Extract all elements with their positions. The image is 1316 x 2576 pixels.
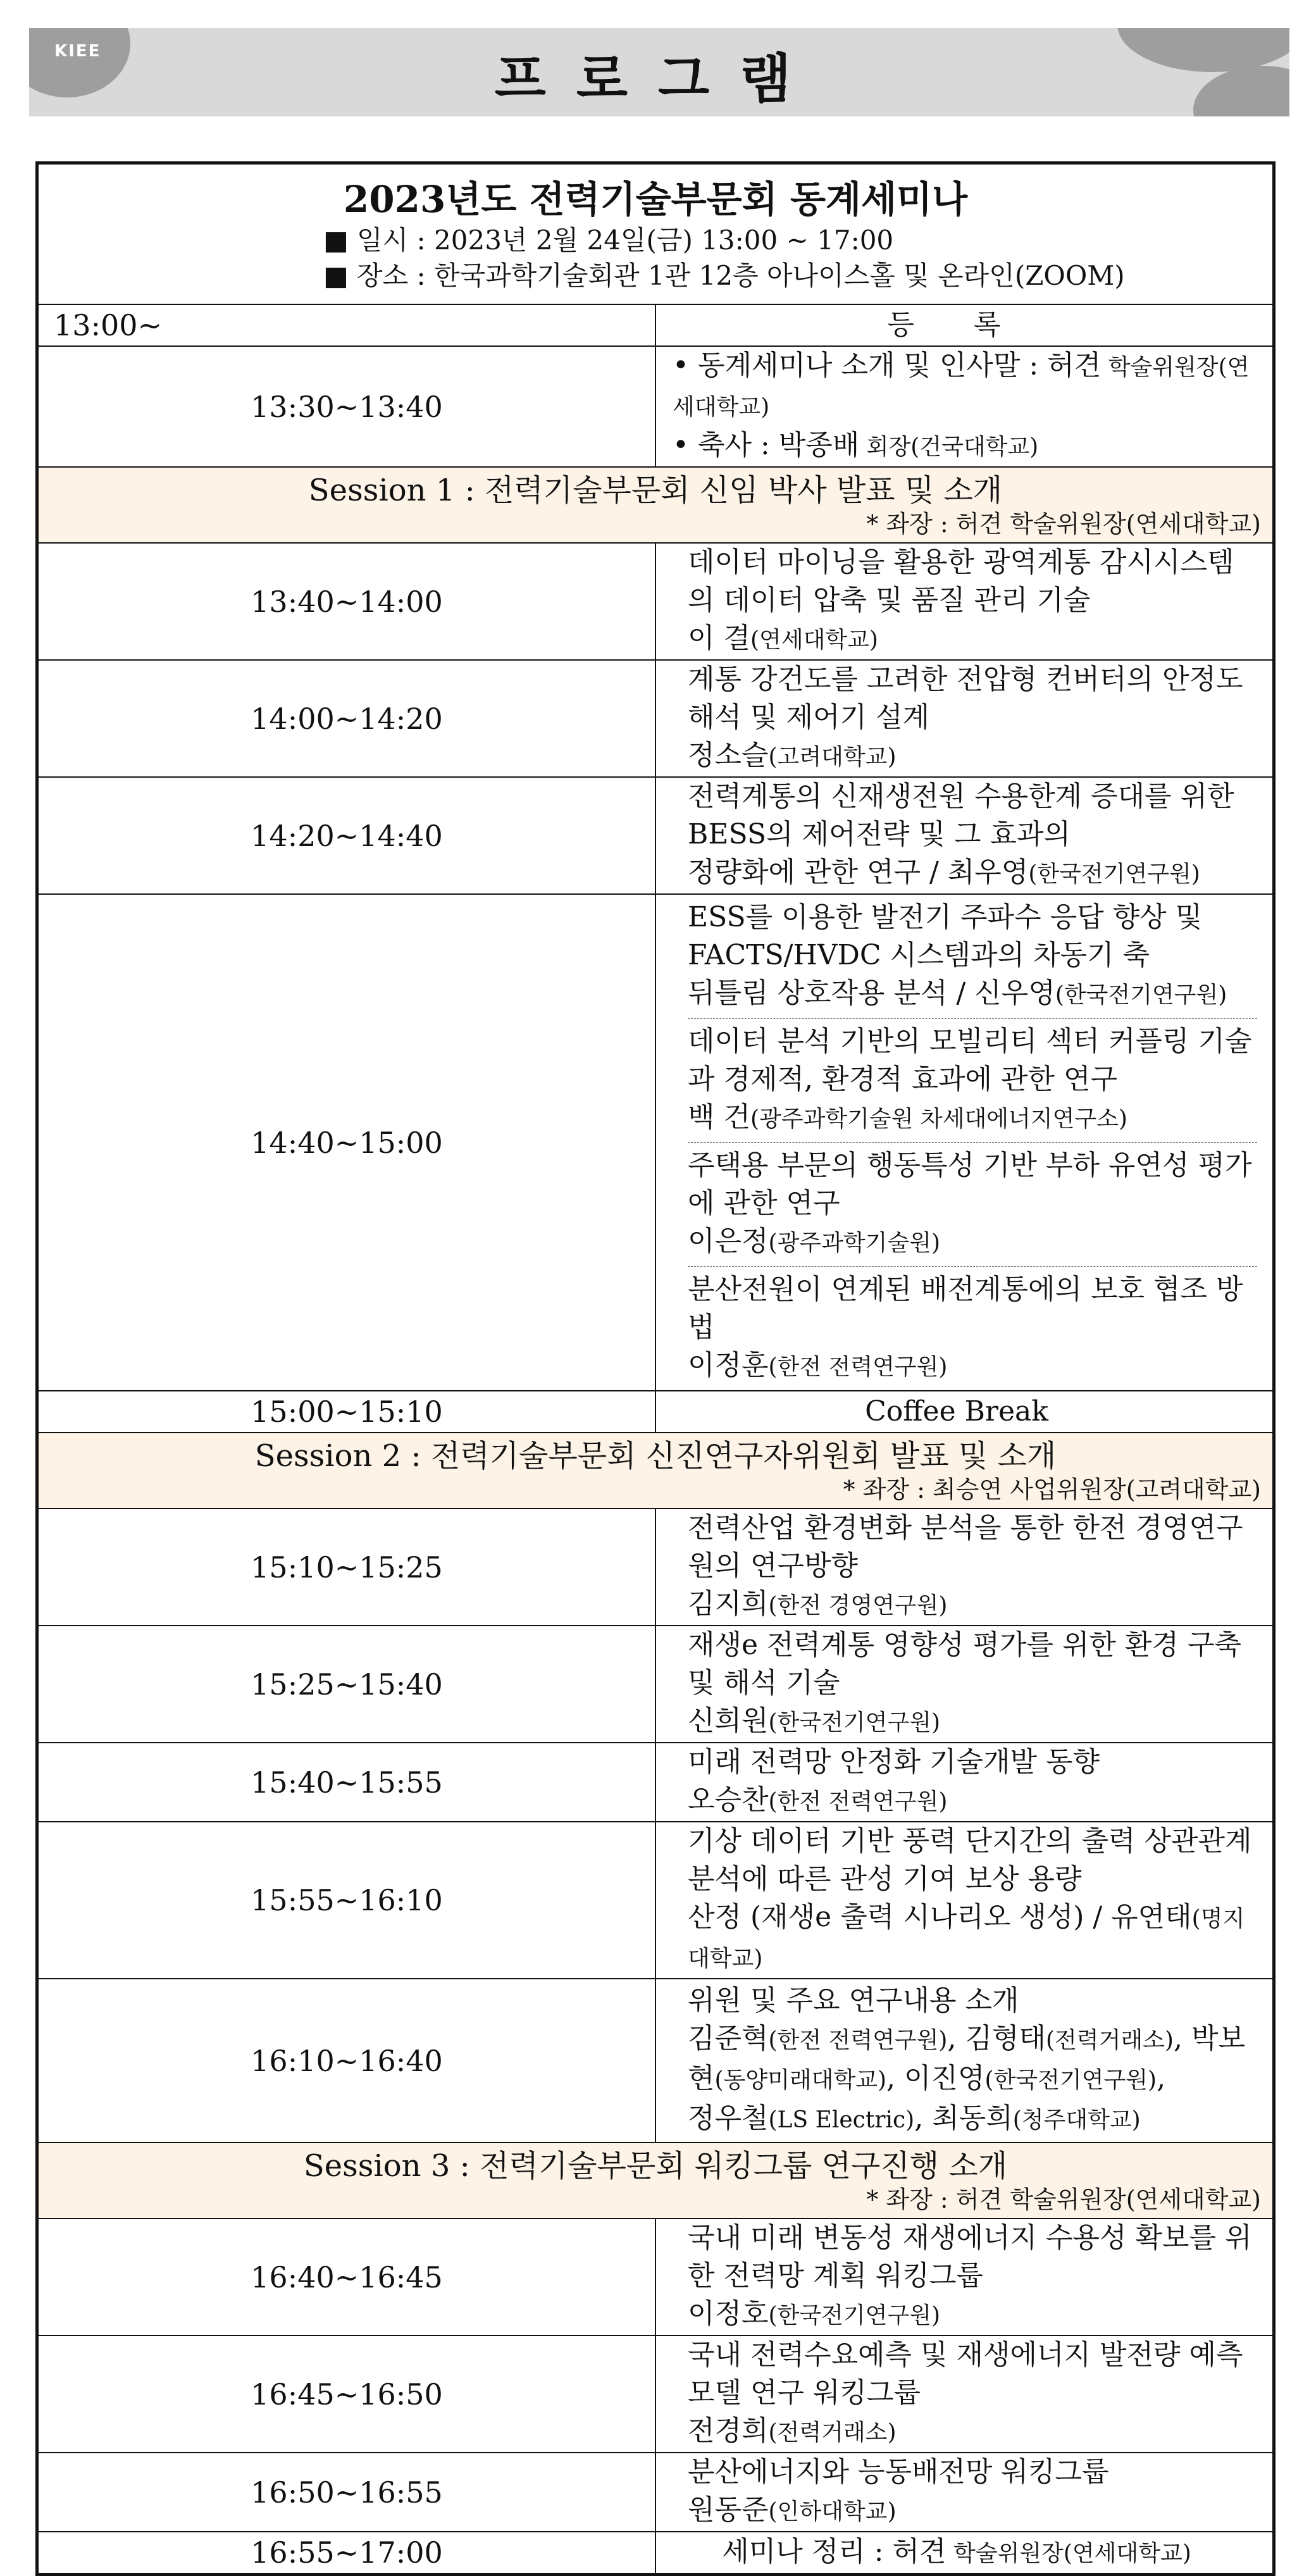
talk-speaker: 김지희 <box>688 1588 769 1620</box>
talk-speaker: 이정훈 <box>688 1349 769 1381</box>
opening-affil: 학술위원장(연세대학교) <box>673 354 1250 420</box>
coffee-break: Coffee Break <box>655 1391 1273 1433</box>
talk-affil: (한국전기연구원) <box>1055 982 1227 1008</box>
member-name: 이진영 <box>904 2062 985 2094</box>
time-cell: 13:30~13:40 <box>38 346 655 467</box>
talk-cell <box>655 1743 1273 1822</box>
time-cell: 14:00~14:20 <box>38 660 655 777</box>
talk-topic: 기상 데이터 기반 풍력 단지간의 출력 상관관계 분석에 따른 관성 기여 보상 용량 <box>688 1825 1252 1895</box>
talk-speaker: 정량화에 관한 연구 / 최우영 <box>688 856 1029 888</box>
program-table <box>35 161 1276 2576</box>
member-separator: , <box>886 2062 905 2094</box>
session-title: Session 1 : 전력기술부문회 신임 박사 발표 및 소개 <box>308 473 1003 508</box>
member-affil: (LS Electric) <box>768 2107 915 2133</box>
talk-topic: ESS를 이용한 발전기 주파수 응답 향상 및 FACTS/HVDC 시스템과의 차동기 축 <box>688 901 1203 971</box>
talk-speaker: 이정호 <box>688 2298 769 2330</box>
talk-topic: 분산에너지와 능동배전망 워킹그룹 <box>688 2456 1109 2488</box>
seminar-title: 2023년도 전력기술부문회 동계세미나 <box>343 178 968 221</box>
talk-speaker: 이은정 <box>688 1225 769 1257</box>
talk-speaker: 산정 (재생e 출력 시나리오 생성) / 유연태 <box>688 1901 1192 1933</box>
talk-affil: (광주과학기술원) <box>768 1230 941 1256</box>
member-name: 최동희 <box>932 2102 1013 2134</box>
talk-cell <box>655 660 1273 777</box>
talk-topic: 국내 미래 변동성 재생에너지 수용성 확보를 위한 전력망 계획 워킹그룹 <box>688 2222 1252 2292</box>
closing-label: 세미나 정리 : 허견 <box>722 2535 947 2568</box>
talk-entry <box>688 1143 1257 1267</box>
registration-label: 등 록 <box>655 304 1273 346</box>
time-cell: 14:40~15:00 <box>38 894 655 1391</box>
talk-topic: 전력산업 환경변화 분석을 통한 한전 경영연구원의 연구방향 <box>688 1512 1243 1582</box>
members-cell <box>655 1979 1273 2143</box>
talk-speaker: 원동준 <box>688 2494 769 2526</box>
session-chair: * 좌장 : 허견 학술위원장(연세대학교) <box>866 510 1261 538</box>
talk-entry <box>688 1267 1257 1390</box>
time-cell: 15:40~15:55 <box>38 1743 655 1822</box>
session-header <box>38 467 1273 543</box>
talk-affil: (한국전기연구원) <box>768 1710 941 1736</box>
member-separator: , <box>1157 2062 1166 2094</box>
time-cell: 15:00~15:10 <box>38 1391 655 1433</box>
session-chair: * 좌장 : 허견 학술위원장(연세대학교) <box>866 2186 1261 2213</box>
talk-speaker: 이 결 <box>688 622 750 654</box>
talk-affil: (광주과학기술원 차세대에너지연구소) <box>750 1106 1127 1132</box>
time-cell: 15:25~15:40 <box>38 1626 655 1743</box>
session-chair: * 좌장 : 최승연 사업위원장(고려대학교) <box>843 1476 1261 1503</box>
opening-affil: 회장(건국대학교) <box>859 434 1039 460</box>
member-name: 박보현 <box>688 2022 1245 2094</box>
member-name: 정우철 <box>688 2102 769 2134</box>
member-separator: , <box>1173 2022 1191 2055</box>
talk-affil: (한국전기연구원) <box>1028 861 1200 887</box>
talk-affil: (고려대학교) <box>768 744 897 770</box>
opening-line: • 동계세미나 소개 및 인사말 : 허견 <box>673 349 1102 382</box>
talk-topic: 계통 강건도를 고려한 전압형 컨버터의 안정도 해석 및 제어기 설계 <box>688 663 1243 733</box>
members-topic: 위원 및 주요 연구내용 소개 <box>688 1984 1019 2017</box>
talk-affil: (전력거래소) <box>768 2420 897 2446</box>
talk-cell <box>655 2336 1273 2453</box>
talk-cell <box>655 1626 1273 1743</box>
talk-speaker: 오승찬 <box>688 1784 769 1816</box>
talk-affil: (한국전기연구원) <box>768 2303 941 2329</box>
talk-topic: 전력계통의 신재생전원 수용한계 증대를 위한 BESS의 제어전략 및 그 효과의 <box>688 780 1234 850</box>
time-cell: 16:50~16:55 <box>38 2453 655 2532</box>
time-cell: 14:20~14:40 <box>38 777 655 894</box>
time-cell: 16:10~16:40 <box>38 1979 655 2143</box>
member-name: 김준혁 <box>688 2022 769 2055</box>
page-title: 프로그램 <box>494 48 822 110</box>
seminar-venue: ■ 장소 : 한국과학기술회관 1관 12층 아나이스홀 및 온라인(ZOOM) <box>323 260 1125 291</box>
time-cell: 15:55~16:10 <box>38 1822 655 1979</box>
talk-affil: (명지대학교) <box>688 1906 1245 1972</box>
time-cell: 13:40~14:00 <box>38 543 655 660</box>
member-affil: (한국전기연구원) <box>984 2067 1157 2093</box>
member-affil: (동양미래대학교) <box>714 2067 887 2093</box>
talk-affil: (한전 경영연구원) <box>768 1593 948 1619</box>
talk-topic: 데이터 분석 기반의 모빌리티 섹터 커플링 기술과 경제적, 환경적 효과에 관한 연구 <box>688 1025 1252 1095</box>
member-affil: (청주대학교) <box>1012 2107 1141 2133</box>
member-separator: , <box>947 2022 965 2055</box>
talk-affil: (한전 전력연구원) <box>768 1354 948 1380</box>
talk-speaker: 정소슬 <box>688 739 769 771</box>
session-header <box>38 2143 1273 2218</box>
talk-topic: 분산전원이 연계된 배전계통에의 보호 협조 방법 <box>688 1273 1243 1343</box>
talk-affil: (한전 전력연구원) <box>768 1789 948 1815</box>
time-cell: 15:10~15:25 <box>38 1509 655 1626</box>
talk-speaker: 백 건 <box>688 1101 750 1133</box>
talk-affil: (인하대학교) <box>768 2499 897 2525</box>
talk-cell <box>655 1509 1273 1626</box>
time-cell: 16:40~16:45 <box>38 2218 655 2336</box>
session-title: Session 2 : 전력기술부문회 신진연구자위원회 발표 및 소개 <box>254 1438 1057 1474</box>
session-header <box>38 1433 1273 1509</box>
talk-speaker: 전경희 <box>688 2415 769 2447</box>
time-cell: 13:00~ <box>38 304 655 346</box>
talk-affil: (연세대학교) <box>750 627 878 653</box>
talk-cell <box>655 2453 1273 2532</box>
talk-topic: 데이터 마이닝을 활용한 광역계통 감시시스템의 데이터 압축 및 품질 관리 기술 <box>688 546 1234 616</box>
talk-cell <box>655 543 1273 660</box>
closing-cell <box>655 2532 1273 2573</box>
closing-affil: 학술위원장(연세대학교) <box>946 2540 1191 2567</box>
talk-topic: 재생e 전력계통 영향성 평가를 위한 환경 구축 및 해석 기술 <box>688 1629 1242 1699</box>
talk-group-cell <box>655 894 1273 1391</box>
member-name: 김형태 <box>965 2022 1046 2055</box>
session-title: Session 3 : 전력기술부문회 워킹그룹 연구진행 소개 <box>303 2148 1008 2184</box>
talk-entry <box>688 1019 1257 1143</box>
time-cell: 16:55~17:00 <box>38 2532 655 2573</box>
kiee-logo: KIEE <box>54 42 101 61</box>
seminar-header <box>38 164 1273 304</box>
talk-cell <box>655 777 1273 894</box>
talk-cell <box>655 1822 1273 1979</box>
time-cell: 16:45~16:50 <box>38 2336 655 2453</box>
opening-cell <box>655 346 1273 467</box>
talk-topic: 미래 전력망 안정화 기술개발 동향 <box>688 1746 1100 1778</box>
talk-entry <box>688 895 1257 1019</box>
opening-line: • 축사 : 박종배 <box>673 429 860 461</box>
talk-speaker: 뒤틀림 상호작용 분석 / 신우영 <box>688 977 1055 1009</box>
talk-cell <box>655 2218 1273 2336</box>
member-separator: , <box>914 2102 933 2134</box>
member-affil: (전력거래소) <box>1045 2027 1174 2053</box>
member-affil: (한전 전력연구원) <box>768 2027 948 2053</box>
talk-topic: 국내 전력수요예측 및 재생에너지 발전량 예측모델 연구 워킹그룹 <box>688 2339 1243 2409</box>
seminar-date: ■ 일시 : 2023년 2월 24일(금) 13:00 ~ 17:00 <box>323 225 894 256</box>
talk-speaker: 신희원 <box>688 1705 769 1737</box>
talk-topic: 주택용 부문의 행동특성 기반 부하 유연성 평가에 관한 연구 <box>688 1149 1252 1219</box>
